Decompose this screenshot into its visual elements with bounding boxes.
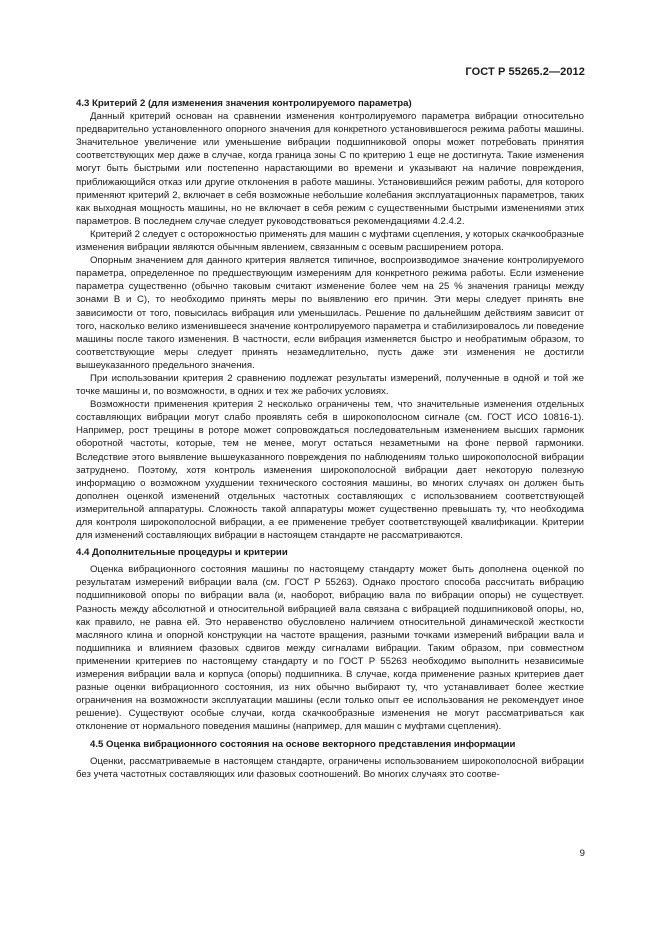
paragraph: Опорным значением для данного критерия является типичное, воспроизводимое значение контролируемого параметра, определенное по предшествующим измерениям для конкретного режима работы. Если изменение параметра существенно (обычно таковым считают изменение более чем на 25 % значения границы между зонами В и С), то необходимо принять меры по выявлению его причин. Эти меры следует принять вне зависимости от того, повысилась вибрация или уменьшилась. Решение по дальнейшим действиям зависит от того, насколько велико изменившееся значение контролируемого параметра и стабилизировалось ли поведение машины после такого изменения. В частности, если вибрация изменяется быстро и необратимым образом, то соответствующие меры следует принять незамедлительно, пусть даже эти изменения не достигли вышеуказанного предельного значения. xyxy=(76,255,584,371)
paragraph: Данный критерий основан на сравнении изменения контролируемого параметра вибрации относительно предварительно установленного опорного значения для конкретного установившегося режима работы машины. Значительное увеличение или уменьшение вибрации подшипниковой опоры может потребовать принятия соответствующих мер даже в случае, когда граница зоны С по критерию 1 еще не достигнута. Такие изменения могут быть быстрыми или постепенно нарастающими во времени и указывают на наличие повреждения, приближающийся отказ или другие отклонения в работе машины. Установившийся режим работы, для которого применяют критерий 2, включает в себя возможные небольшие колебания эксплуатационных параметров, таких как выходная мощность машины, но не включает в себя режим с существенными быстрыми изменениями этих параметров. В последнем случае следует руководствоваться рекомендациями 4.2.4.2. xyxy=(76,111,584,227)
page-number: 9 xyxy=(579,848,585,859)
section-heading-4-5: 4.5 Оценка вибрационного состояния на основе векторного представления информации xyxy=(90,738,516,750)
paragraph: Критерий 2 следует с осторожностью применять для машин с муфтами сцепления, у которых скачкообразные изменения вибрации являются обычным явлением, связанным с осевым расширением ротора. xyxy=(76,228,584,254)
document-body xyxy=(76,97,584,781)
document-id: ГОСТ Р 55265.2—2012 xyxy=(465,66,585,78)
paragraph: Оценка вибрационного состояния машины по настоящему стандарту может быть дополнена оценкой по результатам измерений вибрации вала (см. ГОСТ Р 55263). Однако простого способа рассчитать вибрацию подшипниковой опоры по вибрации вала (и, наоборот, вибрацию вала по вибрации опоры) не существует. Разность между абсолютной и относительной вибрацией вала связана с вибрацией подшипниковой опоры, но, как правило, не равна ей. Это неравенство обусловлено наличием относительной динамической жесткости масляного клина и опорной конструкции на частоте вращения, разными точками измерений вибрации вала и подшипника и влиянием фазовых сдвигов между сигналами вибрации. Таким образом, при совместном применении критериев по настоящему стандарту и по ГОСТ Р 55263 необходимо выполнить независимые измерения вибрации вала и корпуса (опоры) подшипника. В случае, когда применение разных критериев дает разные оценки вибрационного состояния, из них обычно выбирают ту, что устанавливает более жесткие ограничения на возможности эксплуатации машины (если только опыт ее использования не рекомендует иное решение). Существуют особые случаи, когда скачкообразные изменения не могут рассматриваться как отклонение от нормального поведения машины (например, для машин с муфтами сцепления). xyxy=(76,564,584,733)
paragraph: Возможности применения критерия 2 несколько ограничены тем, что значительные изменения отдельных составляющих вибрации могут слабо проявлять себя в широкополосном сигнале (см. ГОСТ ИСО 10816-1). Например, рост трещины в роторе может сопровождаться последовательным изменением высших гармоник оборотной частоты, которые, тем не менее, могут остаться незаметными на фоне первой гармоники. Вследствие этого выявление вышеуказанного повреждения по наблюдениям только широкополосной вибрации затруднено. Поэтому, хотя контроль изменения широкополосной вибрации дает некоторую полезную информацию о возможном ухудшении технического состояния машины, во многих случаях он должен быть дополнен оценкой изменений отдельных частотных составляющих с использованием соответствующей измерительной аппаратуры. Сложность такой аппаратуры может существенно превышать ту, что необходима для контроля широкополосной вибрации, а ее применение требует соответствующей квалификации. Критерии для изменений составляющих вибрации в настоящем стандарте не рассматриваются. xyxy=(76,399,584,542)
paragraph: При использовании критерия 2 сравнению подлежат результаты измерений, полученные в одной и той же точке машины и, по возможности, в одних и тех же рабочих условиях. xyxy=(76,372,584,398)
section-heading-4-3: 4.3 Критерий 2 (для изменения значения контролируемого параметра) xyxy=(76,98,412,109)
paragraph: Оценки, рассматриваемые в настоящем стандарте, ограничены использованием широкополосной вибрации без учета частотных составляющих или фазовых соотношений. Во многих случаях это соотве- xyxy=(76,755,584,780)
section-heading-4-4: 4.4 Дополнительные процедуры и критерии xyxy=(76,547,288,559)
